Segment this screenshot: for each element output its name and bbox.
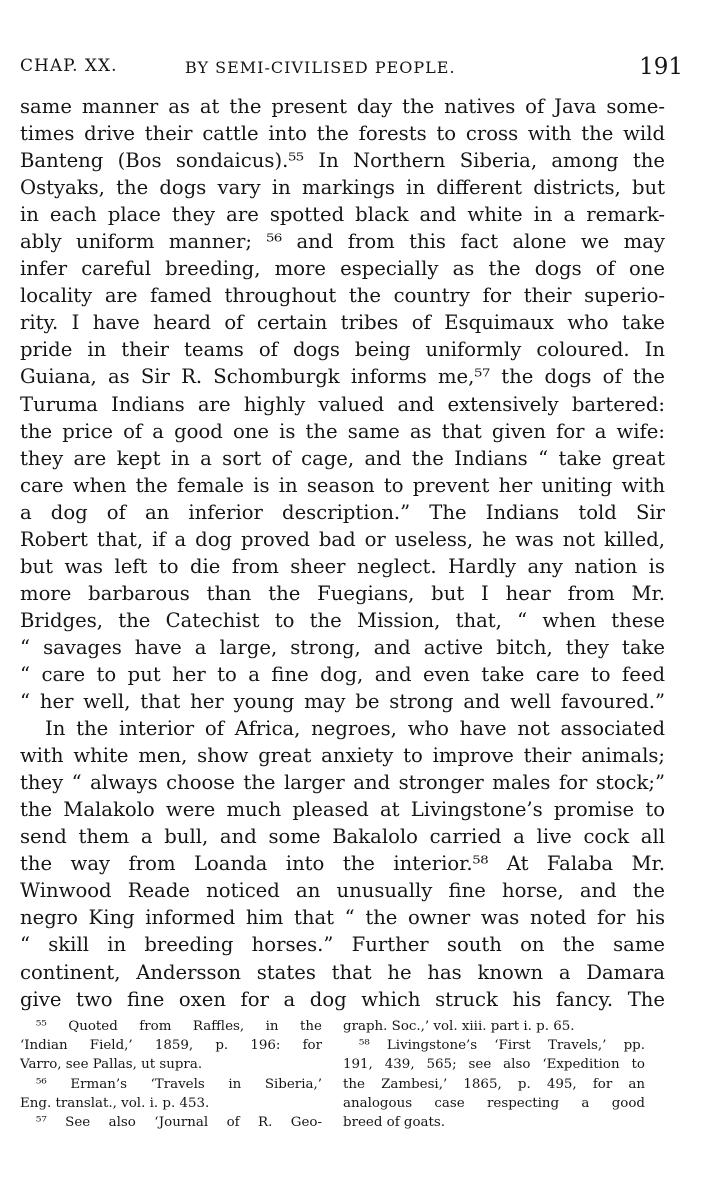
footnote-line: ‘Indian Field,’ 1859, p. 196: for [20, 1038, 322, 1054]
body-line: Ostyaks, the dogs vary in markings in different districts, but [20, 176, 665, 200]
body-line: care when the female is in season to prevent her uniting with [20, 473, 665, 497]
body-line: Winwood Reade noticed an unusually fine horse, and the [20, 879, 665, 903]
footnote-line: ⁵⁶ Erman’s ‘Travels in Siberia,’ [36, 1076, 322, 1092]
page-number: 191 [639, 54, 683, 80]
chapter-label: CHAP. XX. [20, 56, 118, 76]
body-line: continent, Andersson states that he has known a Damara [20, 960, 665, 984]
footnote-line: breed of goats. [343, 1114, 446, 1130]
body-line: same manner as at the present day the natives of Java some- [20, 95, 665, 118]
body-line: “ care to put her to a fine dog, and even take care to feed [20, 662, 665, 686]
footnote-line: Eng. translat., vol. i. p. 453. [20, 1095, 210, 1111]
footnote-line: ⁵⁸ Livingstone’s ‘First Travels,’ pp. [359, 1038, 645, 1054]
page-header [20, 50, 683, 90]
body-line: Guiana, as Sir R. Schomburgk informs me,⁵⁷ the dogs of the [20, 365, 665, 389]
body-line: “ her well, that her young may be strong and well favoured.” [20, 690, 665, 714]
body-text [20, 93, 665, 1013]
body-line: the Malakolo were much pleased at Livingstone’s promise to [20, 798, 665, 822]
body-line: give two fine oxen for a dog which struck his fancy. The [20, 987, 665, 1011]
footnote-line: Varro, see Pallas, ut supra. [20, 1057, 203, 1073]
body-line: rity. I have heard of certain tribes of Esquimaux who take [20, 311, 665, 335]
body-line: “ savages have a large, strong, and active bitch, they take [20, 635, 665, 659]
body-line: locality are famed throughout the country for their superio- [20, 284, 665, 308]
body-line: a dog of an inferior description.” The Indians told Sir [20, 500, 665, 524]
body-line: Bridges, the Catechist to the Mission, that, “ when these [20, 608, 665, 632]
running-title: BY SEMI-CIVILISED PEOPLE. [185, 58, 456, 77]
body-line: negro King informed him that “ the owner was noted for his [20, 906, 665, 930]
body-line: Banteng (Bos sondaicus).⁵⁵ In Northern Siberia, among the [20, 149, 665, 173]
footnote-line: analogous case respecting a good [343, 1095, 645, 1111]
body-line: In the interior of Africa, negroes, who have not associated [45, 717, 665, 741]
body-line: “ skill in breeding horses.” Further south on the same [20, 933, 665, 957]
body-line: ably uniform manner; ⁵⁶ and from this fact alone we may [20, 230, 665, 254]
footnote-line: graph. Soc.,’ vol. xiii. part i. p. 65. [343, 1019, 575, 1034]
body-line: pride in their teams of dogs being uniformly coloured. In [20, 338, 665, 362]
footnotes-left-column [20, 1017, 322, 1132]
body-line: in each place they are spotted black and white in a remark- [20, 203, 665, 227]
body-line: Turuma Indians are highly valued and extensively bartered: [20, 392, 665, 416]
body-line: but was left to die from sheer neglect. Hardly any nation is [20, 554, 665, 578]
footnote-line: ⁵⁷ See also ‘Journal of R. Geo- [36, 1114, 322, 1130]
body-line: send them a bull, and some Bakalolo carried a live cock all [20, 825, 665, 849]
footnotes-right-column [343, 1017, 645, 1132]
body-line: times drive their cattle into the forests to cross with the wild [20, 122, 665, 146]
body-line: infer careful breeding, more especially as the dogs of one [20, 257, 665, 281]
body-line: they are kept in a sort of cage, and the Indians “ take great [20, 446, 665, 470]
body-line: Robert that, if a dog proved bad or useless, he was not killed, [20, 527, 665, 551]
footnote-line: 191, 439, 565; see also ‘Expedition to [343, 1057, 645, 1073]
body-line: more barbarous than the Fuegians, but I hear from Mr. [20, 581, 665, 605]
body-line: the way from Loanda into the interior.⁵⁸ At Falaba Mr. [20, 852, 665, 876]
body-line: they “ always choose the larger and stronger males for stock;” [20, 771, 665, 795]
footnote-line: the Zambesi,’ 1865, p. 495, for an [343, 1076, 645, 1092]
body-line: with white men, show great anxiety to improve their animals; [20, 744, 665, 768]
body-line: the price of a good one is the same as that given for a wife: [20, 419, 665, 443]
footnote-line: ⁵⁵ Quoted from Raffles, in the [36, 1019, 322, 1034]
